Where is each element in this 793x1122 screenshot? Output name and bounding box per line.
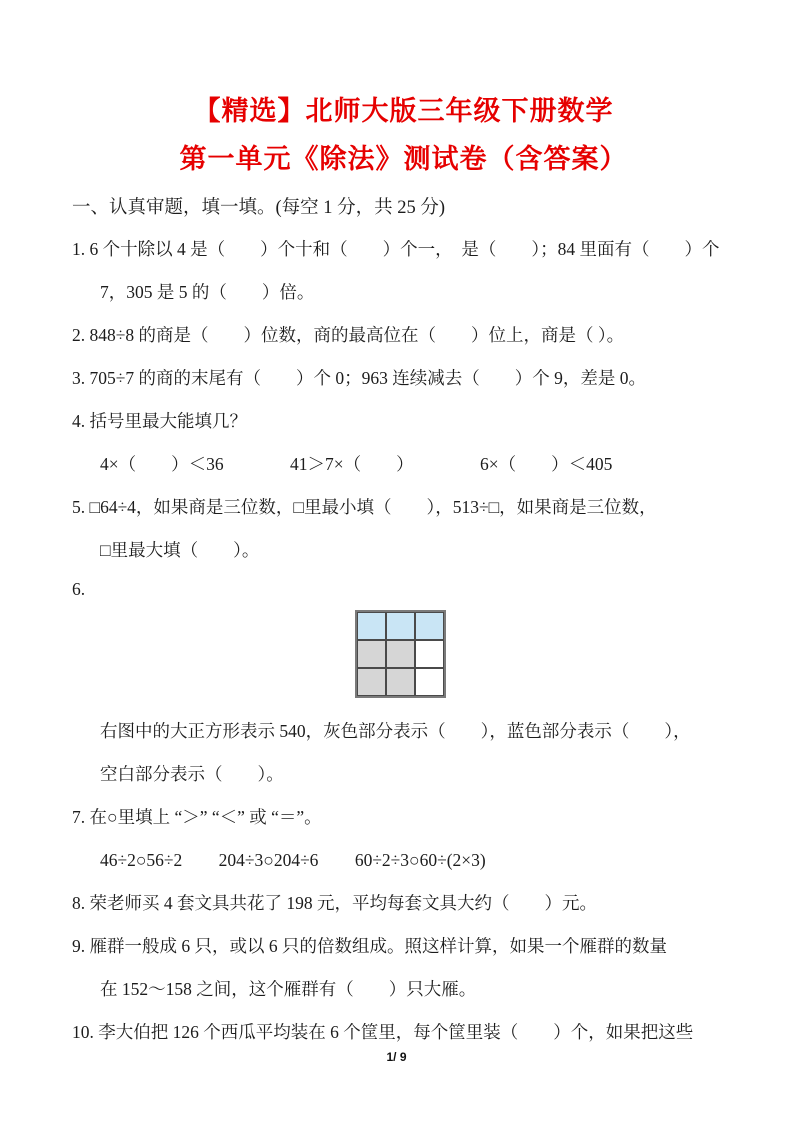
fraction-grid xyxy=(355,610,446,698)
question-6-caption-line-1: 右图中的大正方形表示 540，灰色部分表示（ ），蓝色部分表示（ ）， xyxy=(100,721,691,741)
doc-title-line-2: 第一单元《除法》测试卷（含答案） xyxy=(179,144,628,174)
grid-cell-r1c2-blue xyxy=(386,612,415,640)
question-6-figure xyxy=(355,610,735,702)
section-1-header: 一、认真审题，填一填。(每空 1 分，共 25 分) xyxy=(72,198,446,218)
question-2-line-1: 2. 848÷8 的商是（ ）位数，商的最高位在（ ）位上，商是（ ）。 xyxy=(72,325,625,345)
grid-cell-r1c3-blue xyxy=(415,612,444,640)
question-7-expression-2: 204÷3○204÷6 xyxy=(218,850,319,870)
question-7-expression-1: 46÷2○56÷2 xyxy=(100,850,183,870)
grid-cell-r2c2-gray xyxy=(386,640,415,668)
grid-cell-r2c3-white xyxy=(415,640,444,668)
question-10-line-1: 10. 李大伯把 126 个西瓜平均装在 6 个筐里，每个筐里装（ ）个，如果把这些 xyxy=(72,1022,694,1042)
grid-cell-r3c1-gray xyxy=(357,668,386,696)
question-3-line-1: 3. 705÷7 的商的末尾有（ ）个 0；963 连续减去（ ）个 9，差是 0。 xyxy=(72,368,646,388)
question-6-caption-line-2: 空白部分表示（ ）。 xyxy=(100,764,284,784)
question-6-number: 6. xyxy=(72,579,86,599)
question-5-line-1: 5. □64÷4，如果商是三位数，□里最小填（ ），513÷□，如果商是三位数， xyxy=(72,497,657,517)
grid-cell-r2c1-gray xyxy=(357,640,386,668)
question-1-line-2: 7，305 是 5 的（ ）倍。 xyxy=(100,282,315,302)
question-4-expression-2: 41＞7×（ ） xyxy=(290,454,414,474)
question-7-expression-3: 60÷2÷3○60÷(2×3) xyxy=(354,850,486,870)
question-5-line-2: □里最大填（ ）。 xyxy=(100,540,260,560)
question-8-line-1: 8. 荣老师买 4 套文具共花了 198 元，平均每套文具大约（ ）元。 xyxy=(72,893,597,913)
question-4-expression-3: 6×（ ）＜405 xyxy=(480,454,613,474)
grid-cell-r1c1-blue xyxy=(357,612,386,640)
question-1-line-1: 1. 6 个十除以 4 是（ ）个十和（ ）个一， 是（ ）；84 里面有（ ）个 xyxy=(72,239,720,259)
doc-title-line-1: 【精选】北师大版三年级下册数学 xyxy=(193,96,614,126)
grid-cell-r3c3-white xyxy=(415,668,444,696)
question-9-line-1: 9. 雁群一般成 6 只，或以 6 只的倍数组成。照这样计算，如果一个雁群的数量 xyxy=(72,936,667,956)
question-4-expressions xyxy=(72,443,735,486)
page-number: 1/ 9 xyxy=(386,1050,407,1064)
question-4-line-1: 4. 括号里最大能填几？ xyxy=(72,411,247,431)
question-7-expressions xyxy=(72,839,735,882)
question-4-expression-1: 4×（ ）＜36 xyxy=(100,454,224,474)
question-9-line-2: 在 152～158 之间，这个雁群有（ ）只大雁。 xyxy=(100,979,477,999)
question-7-line-1: 7. 在○里填上 “＞” “＜” 或 “＝”。 xyxy=(72,807,322,827)
grid-cell-r3c2-gray xyxy=(386,668,415,696)
